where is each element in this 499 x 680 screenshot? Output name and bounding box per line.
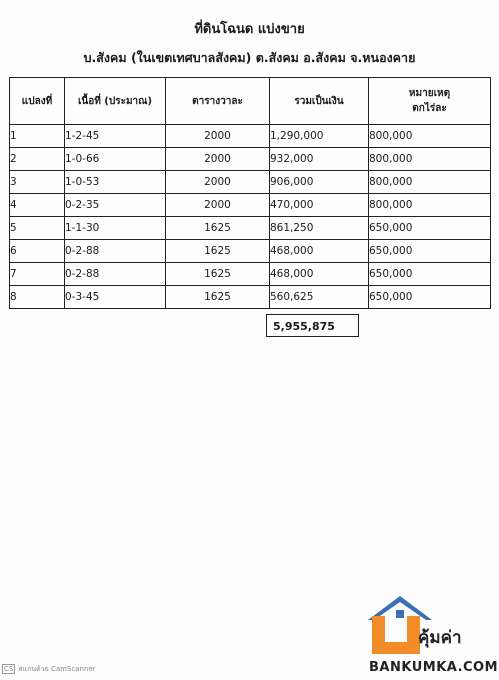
document-subtitle: บ.สังคม (ในเขตเทศบาลสังคม) ต.สังคม อ.สังคม จ.หนองคาย [83, 50, 416, 65]
table-row [10, 240, 491, 263]
scanner-watermark [2, 664, 96, 675]
plot-cell: 2 [10, 148, 65, 171]
price-cell: 1625 [166, 286, 270, 309]
column-header-plot: แปลงที่ [10, 78, 65, 125]
column-header-note [369, 78, 491, 125]
per-rai-cell: 650,000 [369, 240, 491, 263]
per-rai-cell: 800,000 [369, 171, 491, 194]
column-header-price: ตารางวาละ [166, 78, 270, 125]
area-cell: 1-0-53 [65, 171, 166, 194]
table-row [10, 148, 491, 171]
area-cell: 0-2-88 [65, 263, 166, 286]
scanner-label: สแกนด้วย CamScanner [18, 665, 96, 673]
camscanner-icon: CS [4, 665, 14, 673]
per-rai-cell: 650,000 [369, 263, 491, 286]
area-cell: 0-2-88 [65, 240, 166, 263]
price-cell: 2000 [166, 148, 270, 171]
price-cell: 2000 [166, 194, 270, 217]
plot-cell: 3 [10, 171, 65, 194]
total-cell: 468,000 [270, 263, 369, 286]
table-row [10, 171, 491, 194]
per-rai-cell: 800,000 [369, 194, 491, 217]
area-cell: 1-1-30 [65, 217, 166, 240]
per-rai-cell: 800,000 [369, 125, 491, 148]
per-rai-cell: 800,000 [369, 148, 491, 171]
area-cell: 1-0-66 [65, 148, 166, 171]
plot-cell: 5 [10, 217, 65, 240]
total-cell: 932,000 [270, 148, 369, 171]
total-cell: 861,250 [270, 217, 369, 240]
total-cell: 468,000 [270, 240, 369, 263]
logo-thai-text: คุ้มค่า [418, 628, 462, 648]
total-cell: 1,290,000 [270, 125, 369, 148]
price-cell: 1625 [166, 217, 270, 240]
per-rai-cell: 650,000 [369, 286, 491, 309]
column-header-note-label: หมายเหตุ [408, 88, 451, 99]
price-cell: 2000 [166, 171, 270, 194]
plots-table [9, 77, 491, 309]
column-header-area: เนื้อที่ (ประมาณ) [65, 78, 166, 125]
plot-cell: 1 [10, 125, 65, 148]
table-row [10, 194, 491, 217]
plot-cell: 7 [10, 263, 65, 286]
area-cell: 0-3-45 [65, 286, 166, 309]
total-cell: 470,000 [270, 194, 369, 217]
total-cell: 906,000 [270, 171, 369, 194]
price-cell: 1625 [166, 263, 270, 286]
table-row [10, 263, 491, 286]
plot-cell: 6 [10, 240, 65, 263]
plot-cell: 8 [10, 286, 65, 309]
price-cell: 2000 [166, 125, 270, 148]
table-row [10, 125, 491, 148]
document-title: ที่ดินโฉนด แบ่งขาย [194, 22, 305, 37]
area-cell: 1-2-45 [65, 125, 166, 148]
grand-total: 5,955,875 [266, 314, 359, 337]
column-header-total: รวมเป็นเงิน [270, 78, 369, 125]
plot-cell: 4 [10, 194, 65, 217]
price-cell: 1625 [166, 240, 270, 263]
logo-text: BANKUMKA.COM [369, 660, 499, 675]
area-cell: 0-2-35 [65, 194, 166, 217]
table-row [10, 217, 491, 240]
column-header-note-sublabel: ตกไร่ละ [412, 103, 447, 114]
per-rai-cell: 650,000 [369, 217, 491, 240]
table-row [10, 286, 491, 309]
table-header-row [10, 78, 491, 125]
total-cell: 560,625 [270, 286, 369, 309]
